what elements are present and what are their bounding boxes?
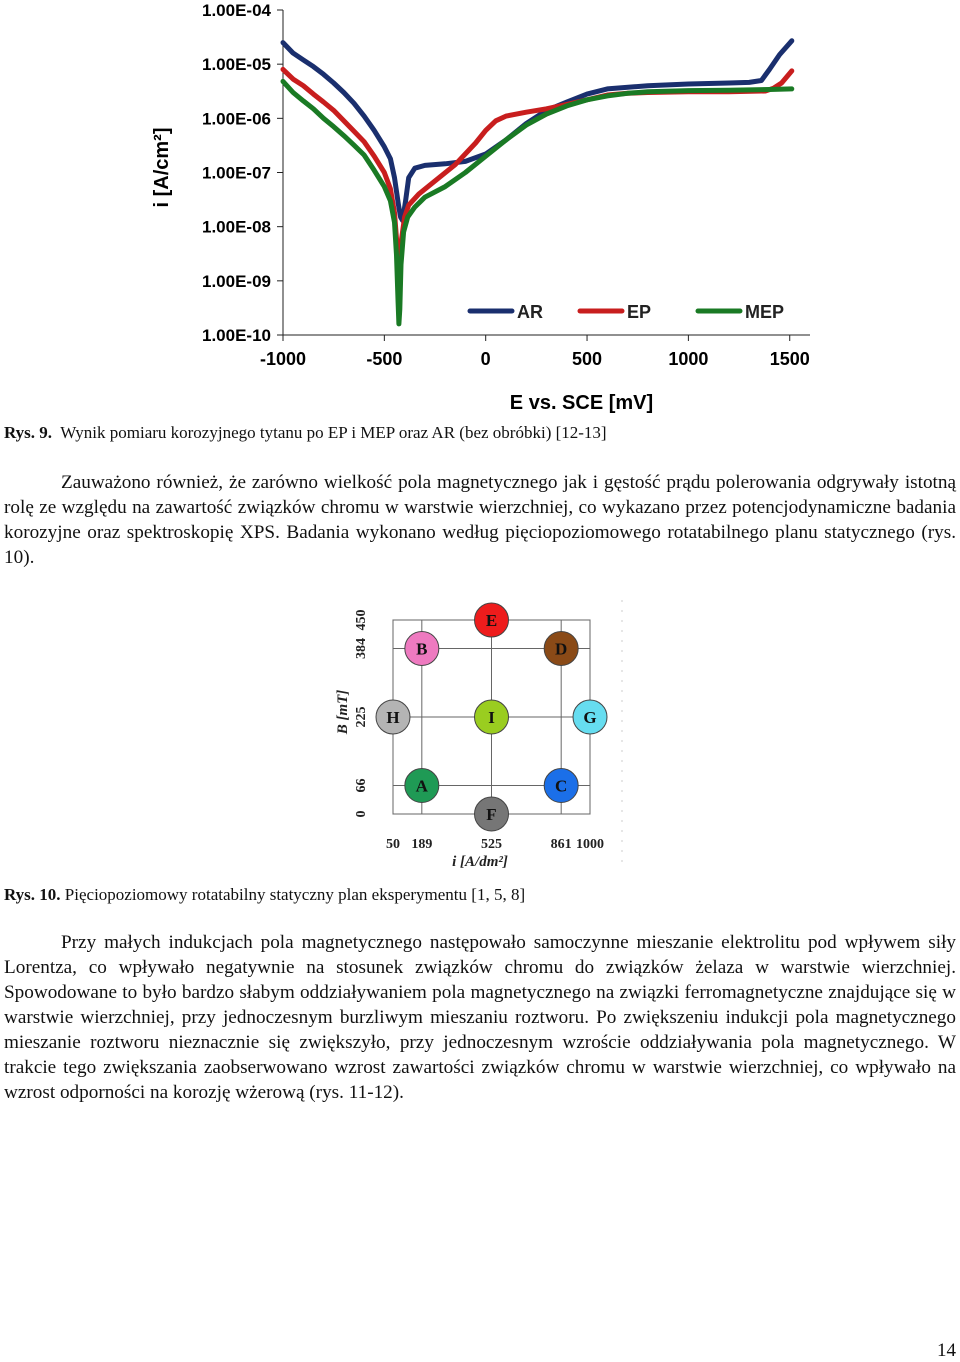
plan-point-label: A — [415, 776, 428, 796]
y-tick-label: 1.00E-10 — [202, 326, 271, 345]
legend-label-mep: MEP — [745, 302, 785, 322]
x-tick-label: 50 — [386, 837, 400, 852]
plan-point-label: D — [555, 639, 568, 659]
plan-point-label: H — [386, 708, 400, 727]
experiment-plan-chart — [320, 592, 640, 874]
legend-label-ar: AR — [517, 302, 543, 322]
plan-point-label: C — [555, 776, 568, 796]
y-tick-label: 384 — [354, 637, 369, 659]
series-line-ar — [283, 41, 792, 221]
y-tick-label: 1.00E-07 — [202, 163, 271, 183]
series-line-mep — [283, 81, 792, 324]
figure-10-text: Pięciopoziomowy rotatabilny statyczny plan eksperymentu [1, 5, 8] — [64, 885, 526, 904]
x-tick-label: 861 — [550, 837, 572, 852]
x-tick-label: -1000 — [259, 349, 307, 369]
legend-label-ep: EP — [627, 302, 652, 322]
plan-point-label: F — [486, 805, 497, 824]
y-tick-label: 1.00E-05 — [202, 55, 271, 75]
x-tick-label: 0 — [480, 349, 491, 369]
y-tick-label: 1.00E-09 — [202, 271, 271, 291]
series-line-ep — [283, 69, 792, 276]
x-tick-label: 525 — [481, 837, 502, 852]
x-tick-label: 189 — [411, 837, 433, 852]
plan-point-label: E — [485, 611, 498, 630]
polarization-chart — [140, 0, 840, 420]
x-tick-label: 1500 — [769, 349, 810, 369]
page-number: 14 — [937, 1340, 956, 1361]
paragraph-2-text: Przy małych indukcjach pola magnetycznego następowało samoczynne mieszanie elektrolitu pod wpływem siły Lorentza, co wpływało negatywnie na stosunek związków chromu do związków żelaza w warstwie wierzchniej. Spowodowane to było bardzo słabym oddziaływaniem pola magnetycznego na związki ferromagnetyczne znajdujące się w warstwie wierzchniej, przy jednoczesnym burzliwym mieszaniu roztworu. Po zwiększeniu indukcji pola magnetycznego mieszanie roztworu nieznacznie się zwiększyło, przy jednoczesnym wzroście oddziaływania pola magnetycznego. W trakcie tego zwiększania zaobserwowano wzrost zawartości związków chromu w warstwie wierzchniej, co wpływało na wzrost odporności na korozję wżerową (rys. 11-12). — [4, 932, 956, 1103]
plan-point-label: G — [583, 708, 597, 727]
y-tick-label: 1.00E-06 — [202, 109, 271, 129]
figure-9-caption — [4, 422, 607, 444]
paragraph-1-text: Zauważono również, że zarówno wielkość pola magnetycznego jak i gęstość prądu polerowania odgrywały istotną rolę ze względu na zawartość związków chromu w warstwie wierzchniej, co wykazano przez potencjodynamiczne badania korozyjne oraz spektroskopię XPS. Badania wykonano według pięciopoziomowego rotatabilnego planu statycznego (rys. 10). — [4, 472, 956, 568]
x-axis-label: E vs. SCE [mV] — [509, 392, 654, 414]
figure-10-caption — [4, 884, 525, 906]
y-tick-label: 66 — [354, 778, 369, 793]
paragraph-2 — [4, 930, 956, 1105]
plan-point-label: I — [488, 708, 495, 727]
figure-10-label: Rys. 10. — [4, 885, 61, 904]
figure-9-text: Wynik pomiaru korozyjnego tytanu po EP i MEP oraz AR (bez obróbki) [12-13] — [60, 423, 607, 442]
paragraph-1 — [4, 470, 956, 570]
x-tick-label: -500 — [366, 349, 403, 369]
x-tick-label: 1000 — [576, 837, 604, 852]
y-tick-label: 1.00E-08 — [202, 217, 271, 237]
y-tick-label: 450 — [354, 609, 369, 631]
x-axis-label: i [A/dm²] — [452, 854, 508, 870]
y-axis-label: B [mT] — [335, 689, 351, 735]
y-tick-label: 1.00E-04 — [202, 1, 271, 20]
x-tick-label: 1000 — [668, 349, 709, 369]
y-axis-label: i [A/cm²] — [151, 127, 173, 208]
plan-point-label: B — [416, 639, 428, 659]
y-tick-label: 225 — [354, 706, 369, 728]
figure-9-label: Rys. 9. — [4, 423, 53, 442]
x-tick-label: 500 — [572, 349, 603, 369]
y-tick-label: 0 — [354, 810, 369, 818]
